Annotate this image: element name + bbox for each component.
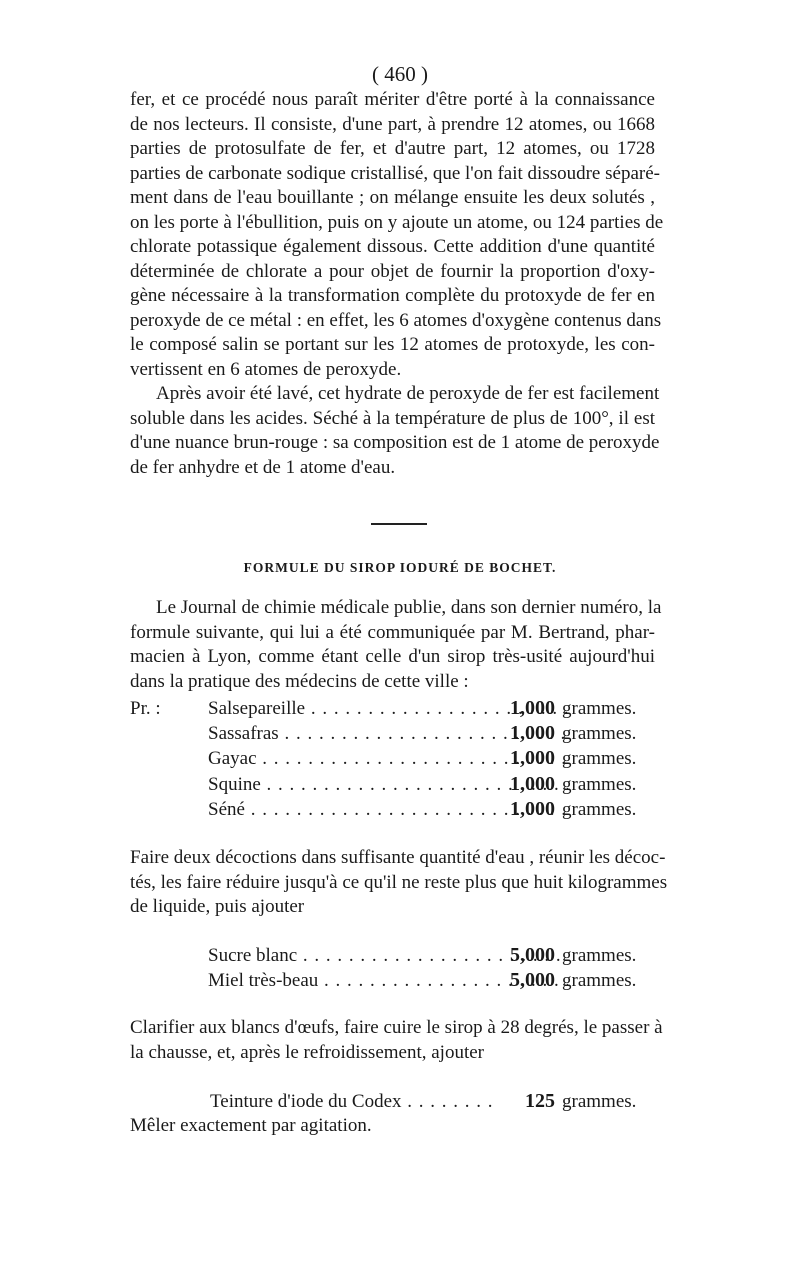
ingredient-unit: grammes. [562, 969, 637, 991]
text-line: parties de protosulfate de fer, et d'autre part, 12 atomes, ou 1728 [130, 138, 655, 159]
ingredient-amount: 1,000 [510, 697, 555, 719]
ingredient-amount: 5,000 [510, 968, 555, 991]
section-divider [371, 523, 427, 525]
text-line: soluble dans les acides. Séché à la température de plus de 100°, il est [130, 407, 655, 429]
paragraph-3 [130, 596, 662, 694]
text-line: formule suivante, qui lui a été communiquée par M. Bertrand, phar- [130, 621, 655, 643]
ingredient-amount: 1,000 [510, 772, 555, 795]
text-line: le composé salin se portant sur les 12 atomes de protoxyde, les con- [130, 334, 655, 355]
text-line: de liquide, puis ajouter [130, 896, 305, 917]
text-line: ment dans de l'eau bouillante ; on mélange ensuite les deux solutés , [130, 187, 655, 208]
recipe-row [130, 968, 650, 993]
ingredient-unit: grammes. [562, 1091, 637, 1112]
text-line: Faire deux décoctions dans suffisante quantité d'eau , réunir les décoc- [130, 847, 666, 868]
ingredient-name: Gayac . . . [208, 746, 568, 771]
paragraph-1 [130, 88, 664, 382]
ingredient-unit: grammes. [562, 773, 637, 795]
paragraph-4 [130, 846, 668, 920]
ingredient-name: Miel très-beau . . . [208, 968, 568, 993]
recipe-row [130, 721, 650, 746]
ingredient-unit: grammes. [562, 945, 637, 966]
text-line: parties de carbonate sodique cristallisé, que l'on fait dissoudre séparé- [130, 162, 660, 184]
text-line: Mêler exactement par agitation. [130, 1115, 372, 1136]
ingredient-unit: grammes. [562, 698, 637, 719]
paragraph-5 [130, 1016, 663, 1065]
page-number: ( 460 ) [372, 62, 428, 86]
text-line: on les porte à l'ébullition, puis on y ajoute un atome, ou 124 parties de [130, 211, 664, 233]
ingredient-name: Sassafras . . . [208, 721, 568, 746]
recipe-row [130, 772, 650, 797]
ingredient-amount: 5,000 [510, 944, 555, 966]
section-heading: FORMULE DU SIROP IODURÉ DE BOCHET. [243, 560, 557, 575]
ingredient-name: Teinture d'iode du Codex . . . [210, 1089, 492, 1114]
text-line: peroxyde de ce métal : en effet, les 6 atomes d'oxygène contenus dans [130, 309, 662, 331]
ingredient-amount: 1,000 [510, 797, 555, 820]
text-line: Clarifier aux blancs d'œufs, faire cuire le sirop à 28 degrés, le passer à [130, 1017, 663, 1038]
text-line: macien à Lyon, comme étant celle d'un sirop très-usité aujourd'hui [130, 646, 655, 667]
text-line: Après avoir été lavé, cet hydrate de peroxyde de fer est facilement [156, 383, 660, 404]
text-line: chlorate potassique également dissous. Cette addition d'une quantité [130, 236, 655, 257]
text-line: vertissent en 6 atomes de peroxyde. [130, 358, 402, 380]
ingredient-name: Salsepareille . . . [208, 696, 568, 721]
text-line: de nos lecteurs. Il consiste, d'une part, à prendre 12 atomes, ou 1668 [130, 113, 655, 135]
text-line: tés, les faire réduire jusqu'à ce qu'il ne reste plus que huit kilogrammes [130, 871, 668, 893]
ingredient-name: Squine . . . [208, 772, 568, 797]
recipe-row [130, 943, 650, 968]
recipe-row [130, 696, 650, 721]
ingredient-unit: grammes. [562, 723, 637, 745]
text-line: dans la pratique des médecins de cette ville : [130, 670, 469, 692]
ingredient-amount: 125 [525, 1090, 555, 1112]
closing-instruction [130, 1114, 655, 1139]
ingredient-amount: 1,000 [510, 747, 555, 770]
text-line: déterminée de chlorate a pour objet de fournir la proportion d'oxy- [130, 260, 655, 282]
ingredient-name: Sucre blanc . . . [208, 943, 568, 968]
recipe-prefix: Pr. : [130, 698, 161, 719]
text-line: de fer anhydre et de 1 atome d'eau. [130, 456, 396, 478]
ingredient-name: Séné . . . [208, 797, 568, 822]
ingredient-amount: 1,000 [510, 722, 555, 745]
paragraph-2 [130, 382, 660, 480]
ingredient-unit: grammes. [562, 748, 637, 770]
ingredient-unit: grammes. [562, 798, 637, 820]
text-line: Le Journal de chimie médicale publie, dans son dernier numéro, la [156, 597, 662, 618]
recipe-row [130, 797, 650, 822]
text-line: fer, et ce procédé nous paraît mériter d'être porté à la connaissance [130, 89, 655, 110]
text-line: la chausse, et, après le refroidissement, ajouter [130, 1041, 484, 1063]
text-line: d'une nuance brun-rouge : sa composition est de 1 atome de peroxyde [130, 432, 660, 453]
recipe-row [130, 1089, 650, 1114]
text-line: gène nécessaire à la transformation complète du protoxyde de fer en [130, 285, 655, 306]
recipe-row [130, 746, 650, 771]
